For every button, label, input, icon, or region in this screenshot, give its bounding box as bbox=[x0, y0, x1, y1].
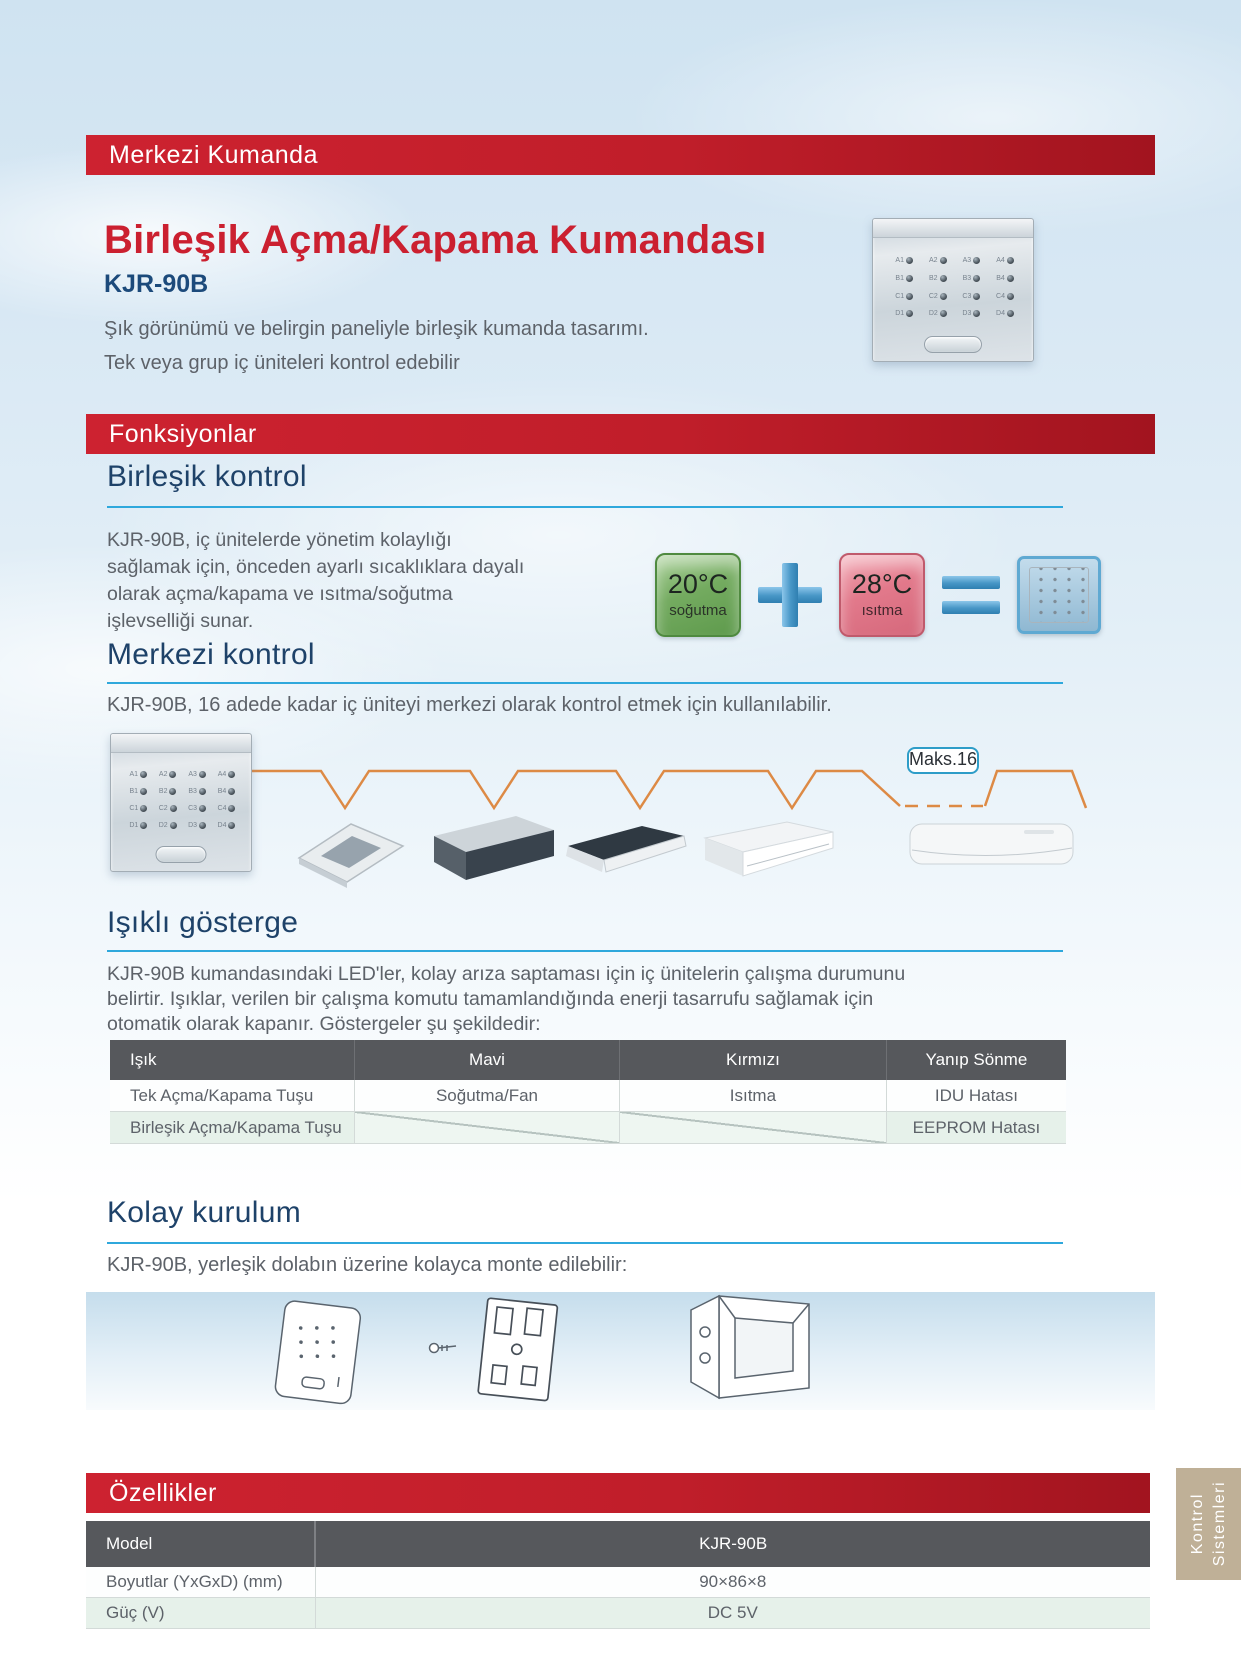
merkezi-kontrol-text: KJR-90B, 16 adede kadar iç üniteyi merkezi olarak kontrol etmek için kullanılabilir. bbox=[107, 694, 832, 716]
heating-label: ısıtma bbox=[861, 602, 903, 619]
spec-table bbox=[86, 1521, 1150, 1629]
side-tab-kontrol-sistemleri bbox=[1176, 1468, 1241, 1580]
controller-product-image bbox=[872, 218, 1034, 362]
table-cell-not-applicable bbox=[619, 1112, 886, 1143]
heating-temp-box bbox=[839, 553, 925, 637]
cooling-temp-value: 20°C bbox=[667, 569, 729, 599]
led-indicator-table bbox=[110, 1040, 1066, 1144]
indoor-unit-ceiling-image bbox=[691, 814, 846, 889]
band-label: Fonksiyonlar bbox=[109, 420, 257, 448]
side-tab-line: Kontrol bbox=[1188, 1493, 1206, 1555]
page-title: Birleşik Açma/Kapama Kumandası bbox=[104, 218, 767, 262]
led-indicator-grid: A1 A2 A3 A4 B1 B2 B3 B4 C1 C2 C3 C4 D1 D2 D3 D4 bbox=[887, 252, 1021, 323]
spec-value: DC 5V bbox=[315, 1598, 1150, 1628]
product-description bbox=[104, 312, 649, 380]
controller-image bbox=[110, 733, 252, 872]
table-cell: Tek Açma/Kapama Tuşu bbox=[130, 1086, 314, 1105]
led-indicator-grid: A1 A2 A3 A4 B1 B2 B3 B4 C1 C2 C3 C4 D1 D2 D3 D4 bbox=[124, 766, 242, 835]
section-divider bbox=[107, 1242, 1063, 1244]
spec-header-model-label: Model bbox=[106, 1534, 153, 1553]
spec-table-header-row bbox=[86, 1521, 1150, 1567]
installation-line-drawing bbox=[86, 1292, 1155, 1410]
table-cell: Isıtma bbox=[619, 1080, 886, 1111]
table-cell: EEPROM Hatası bbox=[886, 1112, 1066, 1143]
heading-isikli-gosterge: Işıklı gösterge bbox=[107, 906, 299, 939]
section-band-fonksiyonlar bbox=[86, 414, 1155, 454]
cooling-label: soğutma bbox=[669, 602, 727, 619]
panel-bezel bbox=[873, 219, 1033, 238]
birlesik-kontrol-text bbox=[107, 527, 627, 635]
temperature-equation-diagram bbox=[655, 552, 1101, 638]
led-table-header-isik: Işık bbox=[130, 1050, 157, 1069]
on-off-button-image bbox=[924, 336, 982, 354]
side-tab-line: Sistemleri bbox=[1210, 1481, 1228, 1567]
model-name: KJR-90B bbox=[104, 270, 209, 298]
led-table-header-yanip-sonme: Yanıp Sönme bbox=[886, 1040, 1066, 1080]
led-table-row bbox=[110, 1112, 1066, 1144]
section-band-merkezi-kumanda bbox=[86, 135, 1155, 175]
table-cell-not-applicable bbox=[354, 1112, 619, 1143]
text-line: KJR-90B kumandasındaki LED'ler, kolay arıza saptaması için iç ünitelerin çalışma durumunu bbox=[107, 963, 906, 985]
on-off-button-image bbox=[156, 846, 207, 863]
section-band-ozellikler bbox=[86, 1473, 1150, 1513]
spec-table-row bbox=[86, 1567, 1150, 1598]
text-line: belirtir. Işıklar, verilen bir çalışma komutu tamamlandığında enerji tasarrufu sağlamak için bbox=[107, 988, 874, 1010]
cooling-temp-box bbox=[655, 553, 741, 637]
text-line: KJR-90B, iç ünitelerde yönetim kolaylığı bbox=[107, 529, 452, 551]
plus-icon bbox=[758, 563, 822, 627]
section-divider bbox=[107, 506, 1063, 508]
heating-temp-value: 28°C bbox=[851, 569, 913, 599]
band-label: Merkezi Kumanda bbox=[109, 141, 318, 169]
section-divider bbox=[107, 950, 1063, 952]
isikli-gosterge-text bbox=[107, 962, 1157, 1037]
text-line: otomatik olarak kapanır. Göstergeler şu şekildedir: bbox=[107, 1013, 541, 1035]
table-cell: Soğutma/Fan bbox=[354, 1080, 619, 1111]
led-table-header-row bbox=[110, 1040, 1066, 1080]
spec-table-row bbox=[86, 1598, 1150, 1629]
text-line: işlevselliği sunar. bbox=[107, 610, 254, 632]
installation-diagram bbox=[86, 1292, 1155, 1410]
max-units-badge bbox=[907, 747, 979, 774]
led-table-row bbox=[110, 1080, 1066, 1112]
side-tab-label bbox=[1187, 1481, 1231, 1566]
led-table-header-mavi: Mavi bbox=[354, 1040, 619, 1080]
kolay-kurulum-text: KJR-90B, yerleşik dolabın üzerine kolayca monte edilebilir: bbox=[107, 1254, 628, 1276]
description-line: Şık görünümü ve belirgin paneliyle birleşik kumanda tasarımı. bbox=[104, 318, 649, 340]
panel-bezel bbox=[111, 734, 251, 753]
band-label: Özellikler bbox=[109, 1479, 217, 1507]
table-cell: IDU Hatası bbox=[886, 1080, 1066, 1111]
spec-label: Boyutlar (YxGxD) (mm) bbox=[106, 1572, 283, 1591]
led-table-header-kirmizi: Kırmızı bbox=[619, 1040, 886, 1080]
heading-kolay-kurulum: Kolay kurulum bbox=[107, 1196, 301, 1229]
section-divider bbox=[107, 682, 1063, 684]
spec-header-model-value: KJR-90B bbox=[314, 1521, 1150, 1567]
equals-icon bbox=[942, 576, 1000, 614]
controller-thumbnail-image bbox=[1017, 556, 1101, 634]
heading-birlesik-kontrol: Birleşik kontrol bbox=[107, 460, 307, 493]
indoor-unit-one-way-cassette-image bbox=[556, 818, 696, 885]
indoor-unit-cassette-image bbox=[281, 812, 416, 895]
max-units-label: Maks.16 bbox=[909, 749, 978, 769]
indoor-unit-wall-split-image bbox=[904, 818, 1079, 878]
indoor-unit-duct-image bbox=[416, 806, 561, 891]
spec-value: 90×86×8 bbox=[315, 1567, 1150, 1597]
text-line: sağlamak için, önceden ayarlı sıcaklıklara dayalı bbox=[107, 556, 525, 578]
heading-merkezi-kontrol: Merkezi kontrol bbox=[107, 638, 315, 671]
table-cell: Birleşik Açma/Kapama Tuşu bbox=[130, 1118, 342, 1137]
description-line: Tek veya grup iç üniteleri kontrol edebilir bbox=[104, 352, 460, 374]
central-control-diagram bbox=[86, 690, 1155, 905]
text-line: olarak açma/kapama ve ısıtma/soğutma bbox=[107, 583, 453, 605]
spec-label: Güç (V) bbox=[106, 1603, 165, 1622]
